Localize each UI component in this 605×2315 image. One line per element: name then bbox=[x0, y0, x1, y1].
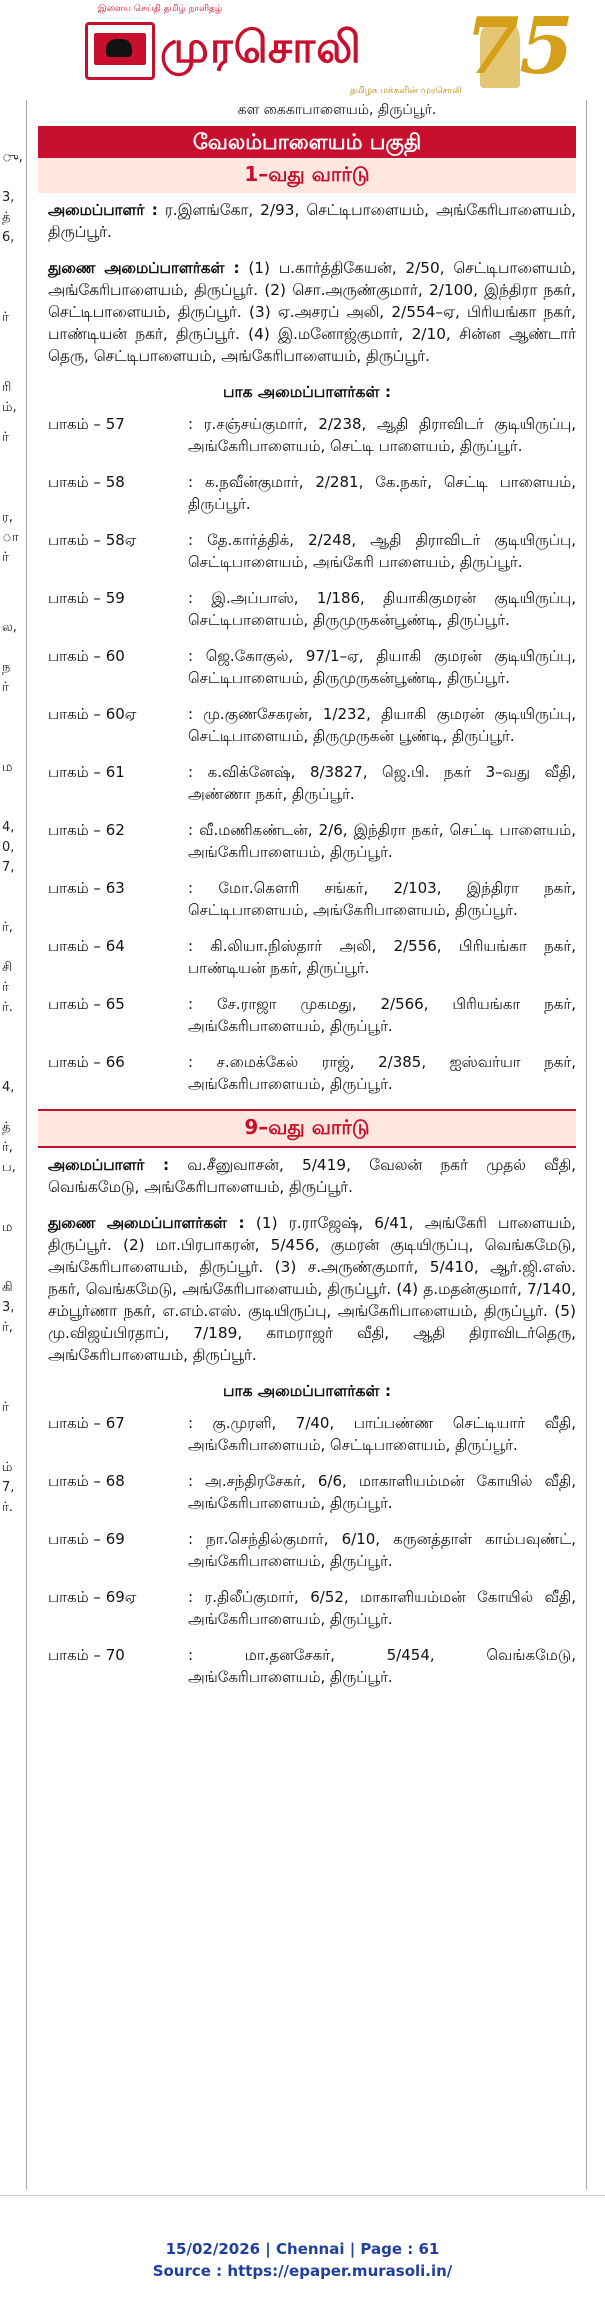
left-fragment: 3, bbox=[2, 190, 15, 205]
organizer-text: வ.சீனுவாசன், 5/419, வேலன் நகர் முதல் வீதி, வெங்கமேடு, அங்கேரிபாளையம், திருப்பூர். bbox=[48, 1156, 576, 1196]
deputies-label: துணை அமைப்பாளர்கள் : bbox=[48, 1214, 245, 1232]
left-fragment: ர, bbox=[2, 510, 13, 525]
left-fragment: ம் bbox=[2, 1460, 13, 1475]
booth-number: பாகம் – 57 bbox=[48, 415, 125, 433]
booth-number: பாகம் – 64 bbox=[48, 937, 125, 955]
booth-number: பாகம் – 67 bbox=[48, 1414, 125, 1432]
left-fragment: ர் bbox=[2, 430, 9, 445]
booth-details: : ர.சஞ்சய்குமார், 2/238, ஆதி திராவிடர் குடியிருப்பு, அங்கேரிபாளையம், செட்டி பாளையம், திருப்பூர். bbox=[188, 415, 576, 455]
booth-details: : தே.கார்த்திக், 2/248, ஆதி திராவிடர் குடியிருப்பு, செட்டிபாளையம், அங்கேரி பாளையம், திருப்பூர். bbox=[188, 531, 576, 571]
party-emblem-icon bbox=[85, 22, 155, 80]
left-column-fragments bbox=[0, 100, 22, 2190]
booth-details: : கி.லியா.நிஸ்தார் அலி, 2/556, பிரியங்கா நகர், பாண்டியன் நகர், திருப்பூர். bbox=[188, 937, 576, 977]
left-fragment: ர், bbox=[2, 920, 13, 935]
left-fragment: 4, bbox=[2, 1080, 15, 1095]
booth-number: பாகம் – 58 bbox=[48, 473, 125, 491]
left-fragment: ப, bbox=[2, 1160, 16, 1175]
left-fragment: ர் bbox=[2, 1400, 9, 1415]
column-divider-left bbox=[26, 100, 27, 2190]
left-fragment: ம bbox=[2, 760, 13, 775]
organizer-label: அமைப்பாளர் : bbox=[48, 1156, 170, 1174]
left-fragment: ா bbox=[2, 530, 19, 545]
booth-row bbox=[48, 1051, 576, 1095]
newspaper-title: முரசொலி bbox=[160, 22, 362, 73]
organizer-text: ர.இளங்கோ, 2/93, செட்டிபாளையம், அங்கேரிபாளையம், திருப்பூர். bbox=[48, 201, 576, 241]
booth-row bbox=[48, 587, 576, 631]
booth-number: பாகம் – 69 bbox=[48, 1530, 125, 1548]
top-continuation-line: கள கைகாபாளையம், திருப்பூர். bbox=[237, 102, 437, 118]
section-banner: வேலம்பாளையம் பகுதி bbox=[38, 126, 576, 158]
booth-number: பாகம் – 59 bbox=[48, 589, 125, 607]
booth-details: : க.நவீன்குமார், 2/281, கே.நகர், செட்டி பாளையம், திருப்பூர். bbox=[188, 473, 576, 513]
booth-row bbox=[48, 1470, 576, 1514]
ward-title: 1–வது வார்டு bbox=[244, 162, 370, 186]
left-fragment: ர். bbox=[2, 1500, 13, 1515]
anniversary-badge: 75 bbox=[465, 1, 574, 92]
booth-row bbox=[48, 1644, 576, 1688]
left-fragment: ர் bbox=[2, 310, 9, 325]
footer-date-page: 15/02/2026 | Chennai | Page : 61 bbox=[165, 2240, 440, 2258]
left-fragment: 0, bbox=[2, 840, 15, 855]
booth-row bbox=[48, 1528, 576, 1572]
left-fragment: ரி bbox=[2, 380, 12, 395]
booth-number: பாகம் – 68 bbox=[48, 1472, 125, 1490]
left-fragment: 7, bbox=[2, 860, 15, 875]
organizer-paragraph bbox=[48, 1154, 576, 1198]
booth-number: பாகம் – 70 bbox=[48, 1646, 125, 1664]
left-fragment: த் bbox=[2, 210, 11, 225]
booth-row bbox=[48, 1586, 576, 1630]
booth-details: : வீ.மணிகண்டன், 2/6, இந்திரா நகர், செட்டி பாளையம், அங்கேரிபாளையம், திருப்பூர். bbox=[188, 821, 576, 861]
booth-number: பாகம் – 66 bbox=[48, 1053, 125, 1071]
left-fragment: 7, bbox=[2, 1480, 15, 1495]
booth-number: பாகம் – 60 bbox=[48, 647, 125, 665]
ward-title: 9–வது வார்டு bbox=[244, 1115, 370, 1139]
organizer-paragraph bbox=[48, 199, 576, 243]
deputies-text: (1) ர.ராஜேஷ், 6/41, அங்கேரி பாளையம், திருப்பூர். (2) மா.பிரபாகரன், 5/456, குமரன் குடியிருப்பு, வெங்கமேடு, அங்கேரிபாளையம், திருப்பூர். (3) ச.அருண்குமார், 5/410, ஆர்.ஜி.எஸ். நகர், வெங்கமேடு, அங்கேரிபாளையம், திருப்பூர். (4) த.மதன்குமார், 7/140, சம்பூர்ணா நகர், எ.எம்.எஸ். குடியிருப்பு, அங்கேரிபாளையம், திருப்பூர். (5) மு.விஜய்பிரதாப், 7/189, காமராஜர் வீதி, ஆதி திராவிடர்தெரு, அங்கேரிபாளையம், திருப்பூர். bbox=[48, 1214, 576, 1364]
booth-row bbox=[48, 471, 576, 515]
masthead-subtitle: தமிழக மக்களின் முரசொலி bbox=[350, 86, 462, 96]
footer-source-link[interactable]: Source : https://epaper.murasoli.in/ bbox=[152, 2262, 453, 2280]
masthead-tagline: இளைய செய்தி தமிழ் நாளிதழ் bbox=[97, 4, 223, 14]
left-fragment: ு, bbox=[2, 150, 23, 165]
left-fragment: ல, bbox=[2, 620, 17, 635]
booth-number: பாகம் – 65 bbox=[48, 995, 125, 1013]
booth-details: : மோ.கௌரி சங்கர், 2/103, இந்திரா நகர், செட்டிபாளையம், அங்கேரிபாளையம், திருப்பூர். bbox=[188, 879, 576, 919]
left-fragment: ர். bbox=[2, 1000, 13, 1015]
booth-details: : கு.முரளி, 7/40, பாப்பண்ண செட்டியார் வீதி, அங்கேரிபாளையம், செட்டிபாளையம், திருப்பூர். bbox=[188, 1414, 576, 1454]
booth-row bbox=[48, 529, 576, 573]
column-divider-right bbox=[586, 100, 587, 2190]
booth-details: : க.விக்னேஷ், 8/3827, ஜெ.பி. நகர் 3–வது வீதி, அண்ணா நகர், திருப்பூர். bbox=[188, 763, 576, 803]
left-fragment: ர் bbox=[2, 980, 9, 995]
booth-row bbox=[48, 993, 576, 1037]
booth-details: : ச.மைக்கேல் ராஜ், 2/385, ஐஸ்வர்யா நகர், அங்கேரிபாளையம், திருப்பூர். bbox=[188, 1053, 576, 1093]
booth-row bbox=[48, 761, 576, 805]
left-fragment: ர் bbox=[2, 680, 9, 695]
left-fragment: 4, bbox=[2, 820, 15, 835]
article-content bbox=[38, 100, 576, 1702]
masthead bbox=[0, 0, 605, 100]
deputies-paragraph bbox=[48, 1212, 576, 1366]
booth-row bbox=[48, 413, 576, 457]
booth-row bbox=[48, 645, 576, 689]
booth-details: : நா.செந்தில்குமார், 6/10, கருனத்தாள் காம்பவுண்ட், அங்கேரிபாளையம், திருப்பூர். bbox=[188, 1530, 576, 1570]
left-fragment: 3, bbox=[2, 1300, 15, 1315]
booth-number: பாகம் – 62 bbox=[48, 821, 125, 839]
booth-number: பாகம் – 61 bbox=[48, 763, 125, 781]
booth-heading: பாக அமைப்பாளர்கள் : bbox=[222, 1382, 392, 1400]
deputies-label: துணை அமைப்பாளர்கள் : bbox=[48, 259, 240, 277]
booth-row bbox=[48, 819, 576, 863]
booth-heading: பாக அமைப்பாளர்கள் : bbox=[222, 383, 392, 401]
left-fragment: 6, bbox=[2, 230, 15, 245]
booth-details: : மா.தனசேகர், 5/454, வெங்கமேடு, அங்கேரிபாளையம், திருப்பூர். bbox=[188, 1646, 576, 1686]
booth-details: : ர.திலீப்குமார், 6/52, மாகாளியம்மன் கோயில் வீதி, அங்கேரிபாளையம், திருப்பூர். bbox=[188, 1588, 576, 1628]
left-fragment: சி bbox=[2, 960, 13, 975]
left-fragment: ம், bbox=[2, 400, 17, 415]
left-fragment: ம bbox=[2, 1220, 13, 1235]
footer-divider bbox=[0, 2195, 605, 2196]
left-fragment: ர், bbox=[2, 1140, 13, 1155]
booth-row bbox=[48, 877, 576, 921]
booth-row bbox=[48, 703, 576, 747]
booth-details: : சே.ராஜா முகமது, 2/566, பிரியங்கா நகர், அங்கேரிபாளையம், திருப்பூர். bbox=[188, 995, 576, 1035]
booth-details: : அ.சந்திரசேகர், 6/6, மாகாளியம்மன் கோயில் வீதி, அங்கேரிபாளையம், திருப்பூர். bbox=[188, 1472, 576, 1512]
booth-row bbox=[48, 1412, 576, 1456]
organizer-label: அமைப்பாளர் : bbox=[48, 201, 158, 219]
ward-title-box bbox=[38, 1109, 576, 1148]
booth-details: : இ.அப்பாஸ், 1/186, தியாகிகுமரன் குடியிருப்பு, செட்டிபாளையம், திருமுருகன்பூண்டி, திருப்பூர். bbox=[188, 589, 576, 629]
left-fragment: ந bbox=[2, 660, 11, 675]
left-fragment: த் bbox=[2, 1120, 11, 1135]
booth-number: பாகம் – 69ஏ bbox=[48, 1588, 137, 1606]
booth-row bbox=[48, 935, 576, 979]
left-fragment: ர் bbox=[2, 550, 9, 565]
deputies-text: (1) ப.கார்த்திகேயன், 2/50, செட்டிபாளையம், அங்கேரிபாளையம், திருப்பூர். (2) சொ.அருண்குமார், 2/100, இந்திரா நகர், செட்டிபாளையம், திருப்பூர். (3) ஏ.அசரப் அலி, 2/554–ஏ, பிரியங்கா நகர், பாண்டியன் நகர், திருப்பூர். (4) இ.மனோஜ்குமார், 2/10, சின்ன ஆண்டார் தெரு, செட்டிபாளையம், அங்கேரிபாளையம், திருப்பூர். bbox=[48, 259, 576, 365]
booth-number: பாகம் – 60ஏ bbox=[48, 705, 137, 723]
booth-number: பாகம் – 58ஏ bbox=[48, 531, 137, 549]
deputies-paragraph bbox=[48, 257, 576, 367]
ward-title-box bbox=[38, 158, 576, 193]
wards-container bbox=[38, 158, 576, 1688]
booth-details: : மு.குணசேகரன், 1/232, தியாகி குமரன் குடியிருப்பு, செட்டிபாளையம், திருமுருகன் பூண்டி, திருப்பூர். bbox=[188, 705, 576, 745]
left-fragment: கி bbox=[2, 1280, 13, 1295]
booth-details: : ஜெ.கோகுல், 97/1–ஏ, தியாகி குமரன் குடியிருப்பு, செட்டிபாளையம், திருமுருகன்பூண்டி, திருப்பூர். bbox=[188, 647, 576, 687]
left-fragment: ர், bbox=[2, 1320, 13, 1335]
booth-number: பாகம் – 63 bbox=[48, 879, 125, 897]
